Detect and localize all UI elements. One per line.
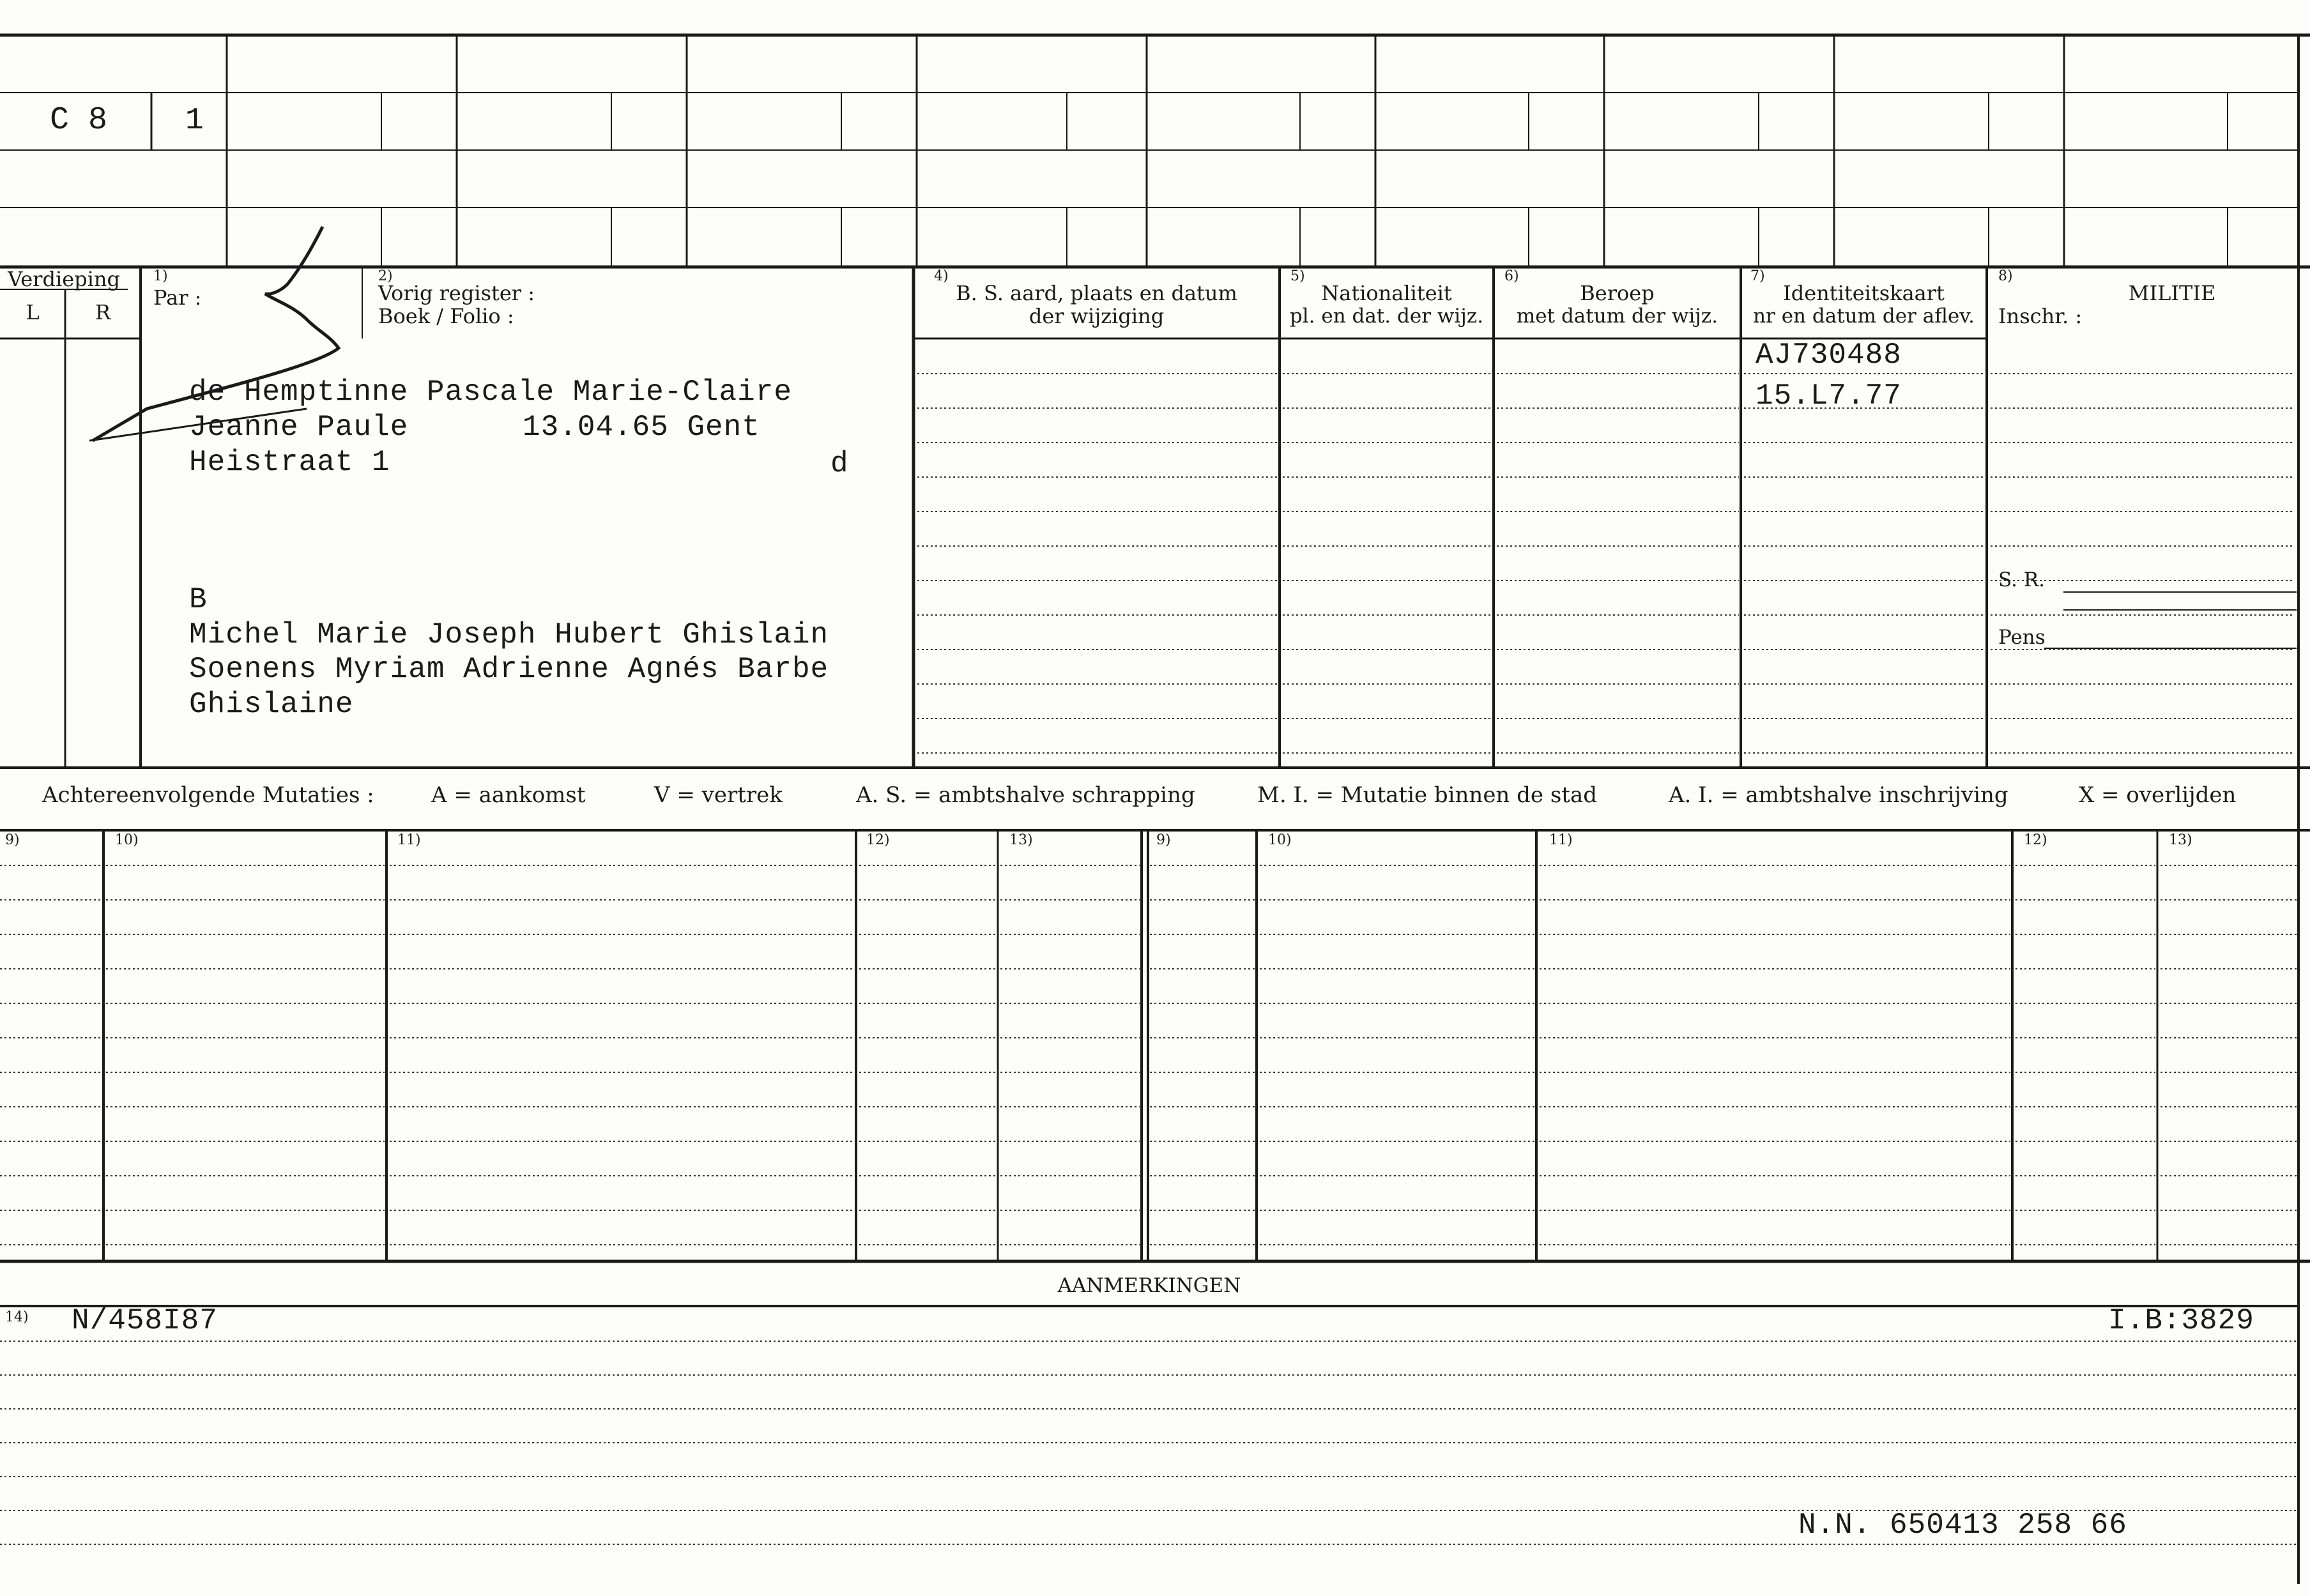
legend-vertrek: V = vertrek	[654, 782, 783, 808]
militie-title: MILITIE	[2128, 281, 2216, 305]
militie-col-num: 8)	[1998, 268, 2013, 284]
mut-col-10-right: 10)	[1268, 832, 1292, 848]
mother-name: Soenens Myriam Adrienne Agnés Barbe	[189, 653, 829, 686]
vorig-col-num: 2)	[378, 268, 393, 284]
par-col-num: 1)	[153, 268, 168, 284]
verdieping-right: R	[95, 300, 111, 324]
register-number: 1	[185, 103, 204, 138]
militie-sr-label: S. R.	[1998, 568, 2046, 591]
mut-col-13-right: 13)	[2169, 832, 2192, 848]
militie-inschr-label: Inschr. :	[1998, 304, 2083, 328]
mut-col-12-left: 12)	[866, 832, 890, 848]
mut-col-13-left: 13)	[1009, 832, 1033, 848]
national-number: N.N. 650413 258 66	[1798, 1509, 2127, 1542]
identity-card-number: AJ730488	[1755, 338, 1902, 372]
id-col-num: 7)	[1750, 268, 1765, 284]
id-header-line1: Identiteitskaart	[1783, 281, 1945, 305]
nat-header-line2: pl. en dat. der wijz.	[1289, 305, 1484, 328]
person-name-line1: de Hemptinne Pascale Marie-Claire	[189, 376, 792, 409]
person-address: Heistraat 1	[189, 446, 390, 479]
bs-header-line2: der wijziging	[1029, 304, 1165, 328]
person-birth: 13.04.65 Gent	[523, 411, 760, 444]
mut-col-12-right: 12)	[2024, 832, 2047, 848]
beroep-header-line2: met datum der wijz.	[1516, 305, 1718, 328]
legend-ambtshalve-inschrijving: A. I. = ambtshalve inschrijving	[1669, 782, 2008, 808]
legend-mutatie: M. I. = Mutatie binnen de stad	[1257, 782, 1597, 808]
beroep-col-num: 6)	[1504, 268, 1519, 284]
remarks-col-num: 14)	[5, 1309, 29, 1325]
mut-col-10-left: 10)	[115, 832, 139, 848]
verdieping-header: Verdieping	[8, 267, 120, 291]
boek-folio-label: Boek / Folio :	[378, 304, 514, 328]
identity-issue-date: 15.L7.77	[1755, 379, 1902, 413]
par-label: Par :	[153, 285, 202, 310]
vorig-register-label: Vorig register :	[378, 281, 535, 305]
id-header-line2: nr en datum der aflev.	[1753, 305, 1975, 328]
bs-header-line1: B. S. aard, plaats en datum	[956, 281, 1237, 305]
nat-header-line1: Nationaliteit	[1321, 281, 1452, 305]
mutations-legend-title: Achtereenvolgende Mutaties :	[42, 782, 374, 808]
verdieping-left: L	[26, 300, 40, 324]
person-mark-d: d	[830, 447, 849, 480]
legend-overlijden: X = overlijden	[2079, 782, 2237, 808]
mut-col-9-right: 9)	[1156, 832, 1171, 848]
person-mark-b: B	[189, 583, 208, 616]
remarks-ib-number: I.B:3829	[2108, 1304, 2254, 1337]
remarks-reference: N/458I87	[72, 1304, 218, 1337]
bs-col-num: 4)	[934, 268, 949, 284]
father-name: Michel Marie Joseph Hubert Ghislain	[189, 618, 829, 651]
legend-ambtshalve-schrapping: A. S. = ambtshalve schrapping	[856, 782, 1195, 808]
mut-col-9-left: 9)	[5, 832, 20, 848]
remarks-title: AANMERKINGEN	[1057, 1274, 1241, 1297]
militie-pens-label: Pens	[1998, 626, 2046, 649]
person-name-line2: Jeanne Paule	[189, 411, 409, 444]
nat-col-num: 5)	[1290, 268, 1305, 284]
beroep-header-line1: Beroep	[1580, 281, 1655, 305]
legend-aankomst: A = aankomst	[431, 782, 586, 808]
mother-name-cont: Ghislaine	[189, 688, 354, 721]
mut-col-11-right: 11)	[1549, 832, 1573, 848]
register-code: C 8	[50, 102, 108, 139]
mut-col-11-left: 11)	[397, 832, 421, 848]
